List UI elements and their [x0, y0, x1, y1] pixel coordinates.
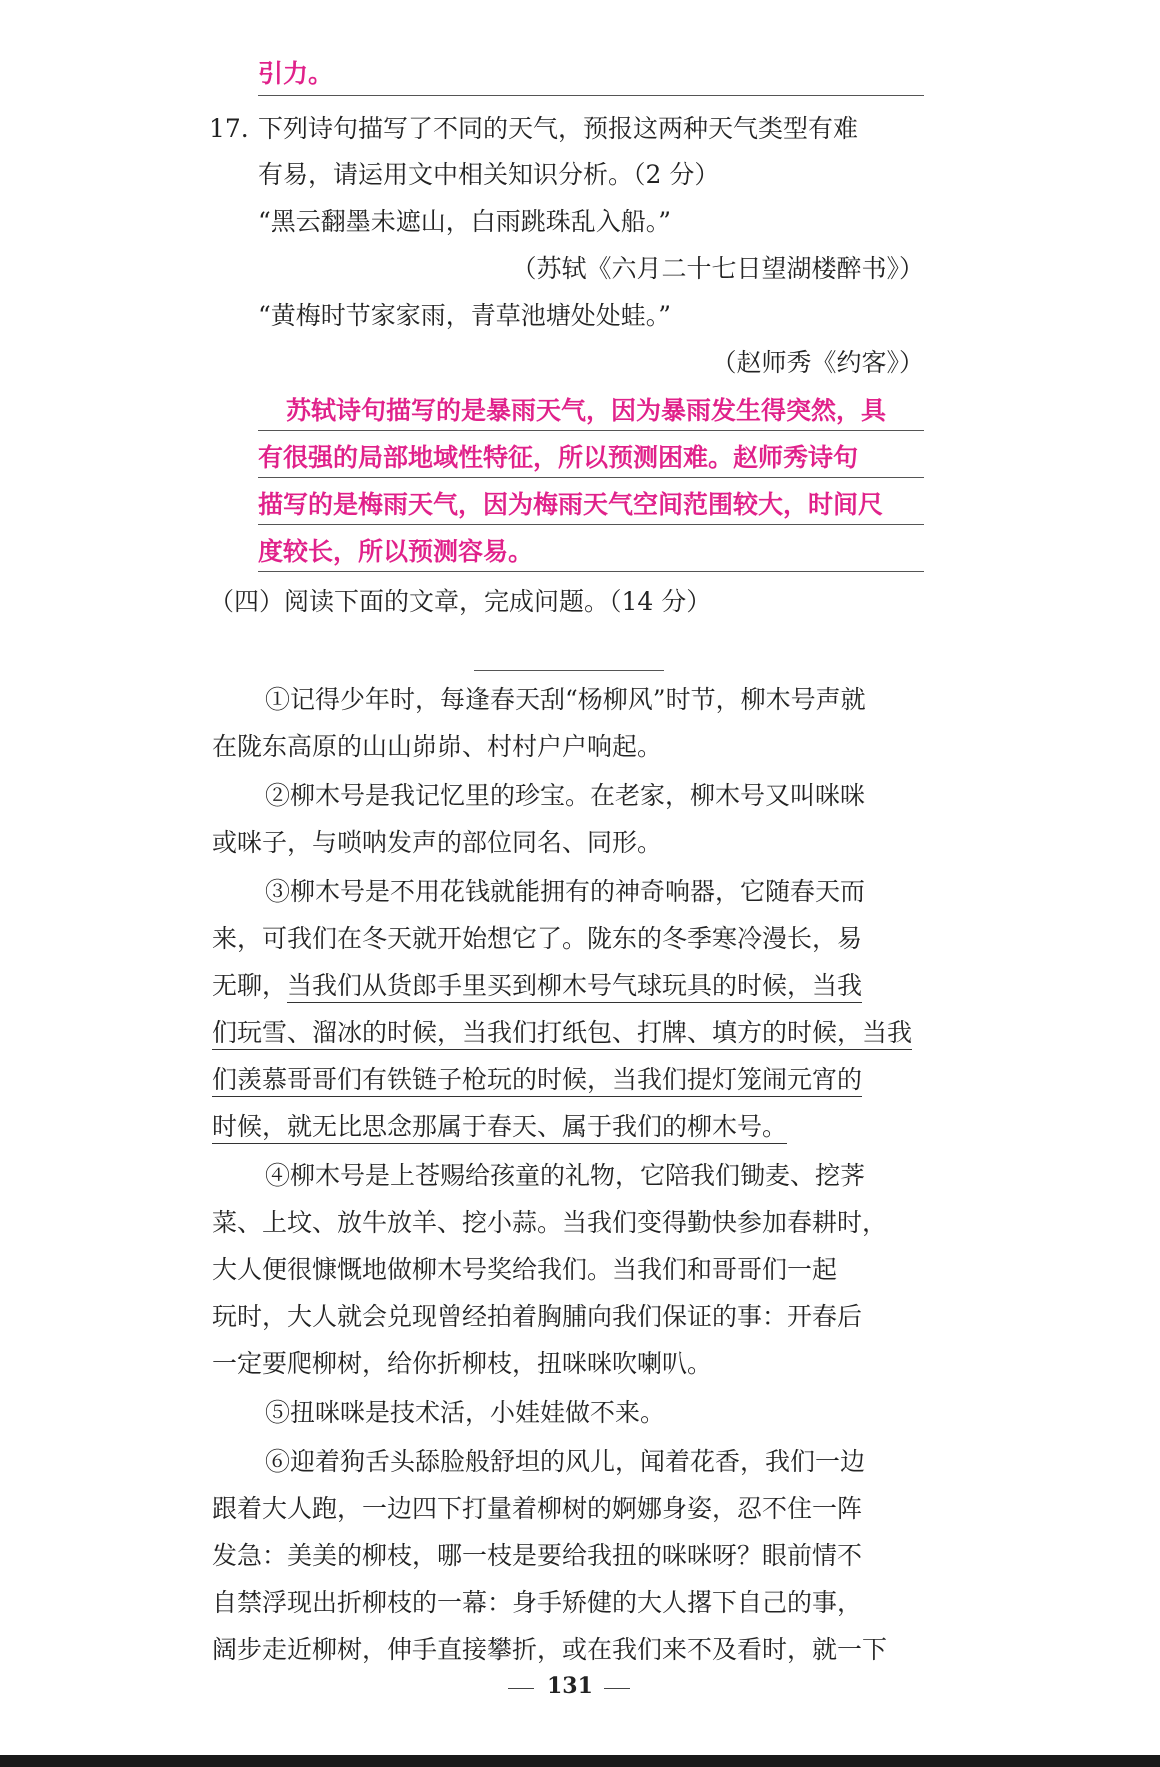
answer-line: 度较长，所以预测容易。	[258, 537, 534, 566]
answer-underline	[258, 95, 924, 96]
answer-underline	[258, 430, 924, 431]
paragraph-line: 跟着大人跑，一边四下打量着柳树的婀娜身姿，忍不住一阵	[212, 1494, 863, 1523]
paragraph-line: 玩时，大人就会兑现曾经拍着胸脯向我们保证的事：开春后	[212, 1302, 863, 1331]
paragraph-line	[212, 1110, 787, 1144]
paragraph-line: 来，可我们在冬天就开始想它了。陇东的冬季寒冷漫长，易	[212, 924, 863, 953]
paragraph-line: 自禁浮现出折柳枝的一幕：身手矫健的大人撂下自己的事，	[212, 1588, 863, 1617]
answer-line: 苏轼诗句描写的是暴雨天气，因为暴雨发生得突然，具	[286, 396, 887, 425]
section-heading: （四）阅读下面的文章，完成问题。（14 分）	[209, 587, 712, 616]
paragraph-line: 在陇东高原的山山峁峁、村村户户响起。	[212, 732, 663, 761]
paragraph-line: 菜、上坟、放牛放羊、挖小蒜。当我们变得勤快参加春耕时，	[212, 1208, 888, 1237]
answer-line: 描写的是梅雨天气，因为梅雨天气空间范围较大，时间尺	[258, 490, 884, 519]
bottom-bar	[0, 1755, 1160, 1767]
underlined-text: 们玩雪、溜冰的时候，当我们打纸包、打牌、填方的时候，当我	[212, 1018, 912, 1050]
paragraph-line: ④柳木号是上苍赐给孩童的礼物，它陪我们锄麦、挖荠	[265, 1161, 866, 1190]
paragraph-line: ⑥迎着狗舌头舔脸般舒坦的风儿，闻着花香，我们一边	[265, 1447, 866, 1476]
paragraph-line	[212, 969, 862, 1003]
paragraph-line: 发急：美美的柳枝，哪一枝是要给我扭的咪咪呀？眼前情不	[212, 1541, 863, 1570]
paragraph-line: 阔步走近柳树，伸手直接攀折，或在我们来不及看时，就一下	[212, 1635, 888, 1664]
poem-source: （苏轼《六月二十七日望湖楼醉书》）	[511, 254, 924, 283]
page-number: 131	[547, 1673, 593, 1699]
paragraph-line	[212, 1016, 912, 1050]
underlined-text: 当我们从货郎手里买到柳木号气球玩具的时候，当我	[287, 971, 862, 1003]
answer-underline	[258, 524, 924, 525]
poem-source: （赵师秀《约客》）	[711, 348, 924, 377]
underlined-text: 时候，就无比思念那属于春天、属于我们的柳木号。	[212, 1112, 787, 1144]
question-text-line: 有易，请运用文中相关知识分析。（2 分）	[258, 160, 720, 189]
paragraph-line	[212, 1063, 862, 1097]
paragraph-line: ③柳木号是不用花钱就能拥有的神奇响器，它随春天而	[265, 877, 866, 906]
underlined-text: 们羡慕哥哥们有铁链子枪玩的时候，当我们提灯笼闹元宵的	[212, 1065, 862, 1097]
paragraph-line: 一定要爬柳树，给你折柳枝，扭咪咪吹喇叭。	[212, 1349, 713, 1378]
poem-line: “黑云翻墨未遮山，白雨跳珠乱入船。”	[258, 207, 672, 236]
paragraph-line: 大人便很慷慨地做柳木号奖给我们。当我们和哥哥们一起	[212, 1255, 838, 1284]
paragraph-line: ⑤扭咪咪是技术活，小娃娃做不来。	[265, 1398, 666, 1427]
question-number: 17.	[209, 114, 249, 143]
answer-line: 有很强的局部地域性特征，所以预测困难。赵师秀诗句	[258, 443, 859, 472]
poem-line: “黄梅时节家家雨，青草池塘处处蛙。”	[258, 301, 672, 330]
paragraph-line: 或咪子，与唢呐发声的部位同名、同形。	[212, 828, 663, 857]
q16-answer-tail: 引力。	[258, 59, 334, 88]
plain-text: 无聊，	[212, 971, 288, 1000]
question-text-line: 下列诗句描写了不同的天气，预报这两种天气类型有难	[258, 114, 859, 143]
footer-dash-right	[604, 1688, 630, 1689]
answer-underline	[258, 571, 924, 572]
paragraph-line: ①记得少年时，每逢春天刮“杨柳风”时节，柳木号声就	[265, 685, 866, 714]
footer-dash-left	[508, 1688, 534, 1689]
article-title-line	[474, 670, 664, 671]
answer-underline	[258, 477, 924, 478]
paragraph-line: ②柳木号是我记忆里的珍宝。在老家，柳木号又叫咪咪	[265, 781, 866, 810]
